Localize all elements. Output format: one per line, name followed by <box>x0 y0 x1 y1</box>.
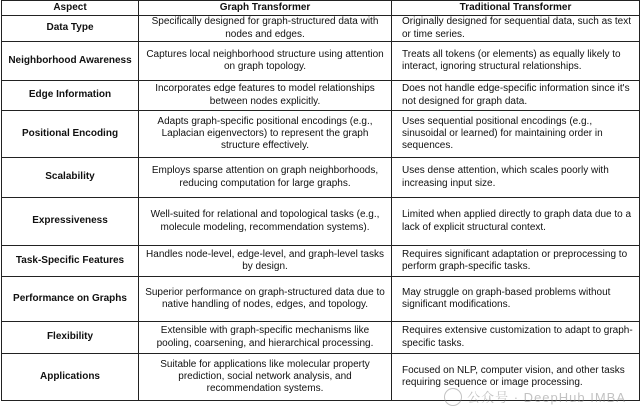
graph-transformer-cell: Specifically designed for graph-structured data with nodes and edges. <box>139 16 392 42</box>
graph-transformer-cell: Captures local neighborhood structure using attention on graph topology. <box>139 42 392 81</box>
graph-transformer-cell: Well-suited for relational and topological tasks (e.g., molecule modeling, recommendation systems). <box>139 198 392 246</box>
comparison-table <box>1 0 640 401</box>
table-row <box>2 158 640 198</box>
aspect-cell: Expressiveness <box>2 198 139 246</box>
traditional-transformer-cell: Does not handle edge-specific information since it's not designed for graph data. <box>392 81 640 111</box>
aspect-cell: Scalability <box>2 158 139 198</box>
traditional-transformer-cell: Focused on NLP, computer vision, and other tasks requiring sequence or image processing. <box>392 354 640 401</box>
header-row <box>2 1 640 16</box>
watermark-text: 公众号 · DeepHub IMBA <box>467 390 626 405</box>
graph-transformer-cell: Handles node-level, edge-level, and graph-level tasks by design. <box>139 246 392 277</box>
table-row <box>2 277 640 322</box>
table-row <box>2 42 640 81</box>
graph-transformer-cell: Extensible with graph-specific mechanisms like pooling, coarsening, and hierarchical processing. <box>139 322 392 354</box>
aspect-cell: Edge Information <box>2 81 139 111</box>
graph-transformer-cell: Suitable for applications like molecular property prediction, social network analysis, and recommendation systems. <box>139 354 392 401</box>
table-row <box>2 246 640 277</box>
traditional-transformer-cell: May struggle on graph-based problems without significant modifications. <box>392 277 640 322</box>
traditional-transformer-cell: Requires extensive customization to adapt to graph-specific tasks. <box>392 322 640 354</box>
table-row <box>2 81 640 111</box>
graph-transformer-cell: Adapts graph-specific positional encodings (e.g., Laplacian eigenvectors) to represent the graph structure effectively. <box>139 111 392 158</box>
traditional-transformer-cell: Requires significant adaptation or preprocessing to perform graph-specific tasks. <box>392 246 640 277</box>
traditional-transformer-cell: Uses sequential positional encodings (e.g., sinusoidal or learned) for maintaining order in sequences. <box>392 111 640 158</box>
table-row <box>2 354 640 401</box>
table-row <box>2 322 640 354</box>
aspect-cell: Positional Encoding <box>2 111 139 158</box>
header-graph-transformer: Graph Transformer <box>139 1 392 16</box>
aspect-cell: Performance on Graphs <box>2 277 139 322</box>
graph-transformer-cell: Incorporates edge features to model relationships between nodes explicitly. <box>139 81 392 111</box>
table-row <box>2 111 640 158</box>
header-traditional-transformer: Traditional Transformer <box>392 1 640 16</box>
aspect-cell: Data Type <box>2 16 139 42</box>
header-aspect: Aspect <box>2 1 139 16</box>
traditional-transformer-cell: Limited when applied directly to graph data due to a lack of explicit structural context. <box>392 198 640 246</box>
aspect-cell: Neighborhood Awareness <box>2 42 139 81</box>
traditional-transformer-cell: Originally designed for sequential data, such as text or time series. <box>392 16 640 42</box>
table-row <box>2 16 640 42</box>
graph-transformer-cell: Employs sparse attention on graph neighborhoods, reducing computation for large graphs. <box>139 158 392 198</box>
aspect-cell: Flexibility <box>2 322 139 354</box>
table-row <box>2 198 640 246</box>
aspect-cell: Applications <box>2 354 139 401</box>
traditional-transformer-cell: Uses dense attention, which scales poorly with increasing input size. <box>392 158 640 198</box>
traditional-transformer-cell: Treats all tokens (or elements) as equally likely to interact, ignoring structural relationships. <box>392 42 640 81</box>
graph-transformer-cell: Superior performance on graph-structured data due to native handling of nodes, edges, and topology. <box>139 277 392 322</box>
aspect-cell: Task-Specific Features <box>2 246 139 277</box>
